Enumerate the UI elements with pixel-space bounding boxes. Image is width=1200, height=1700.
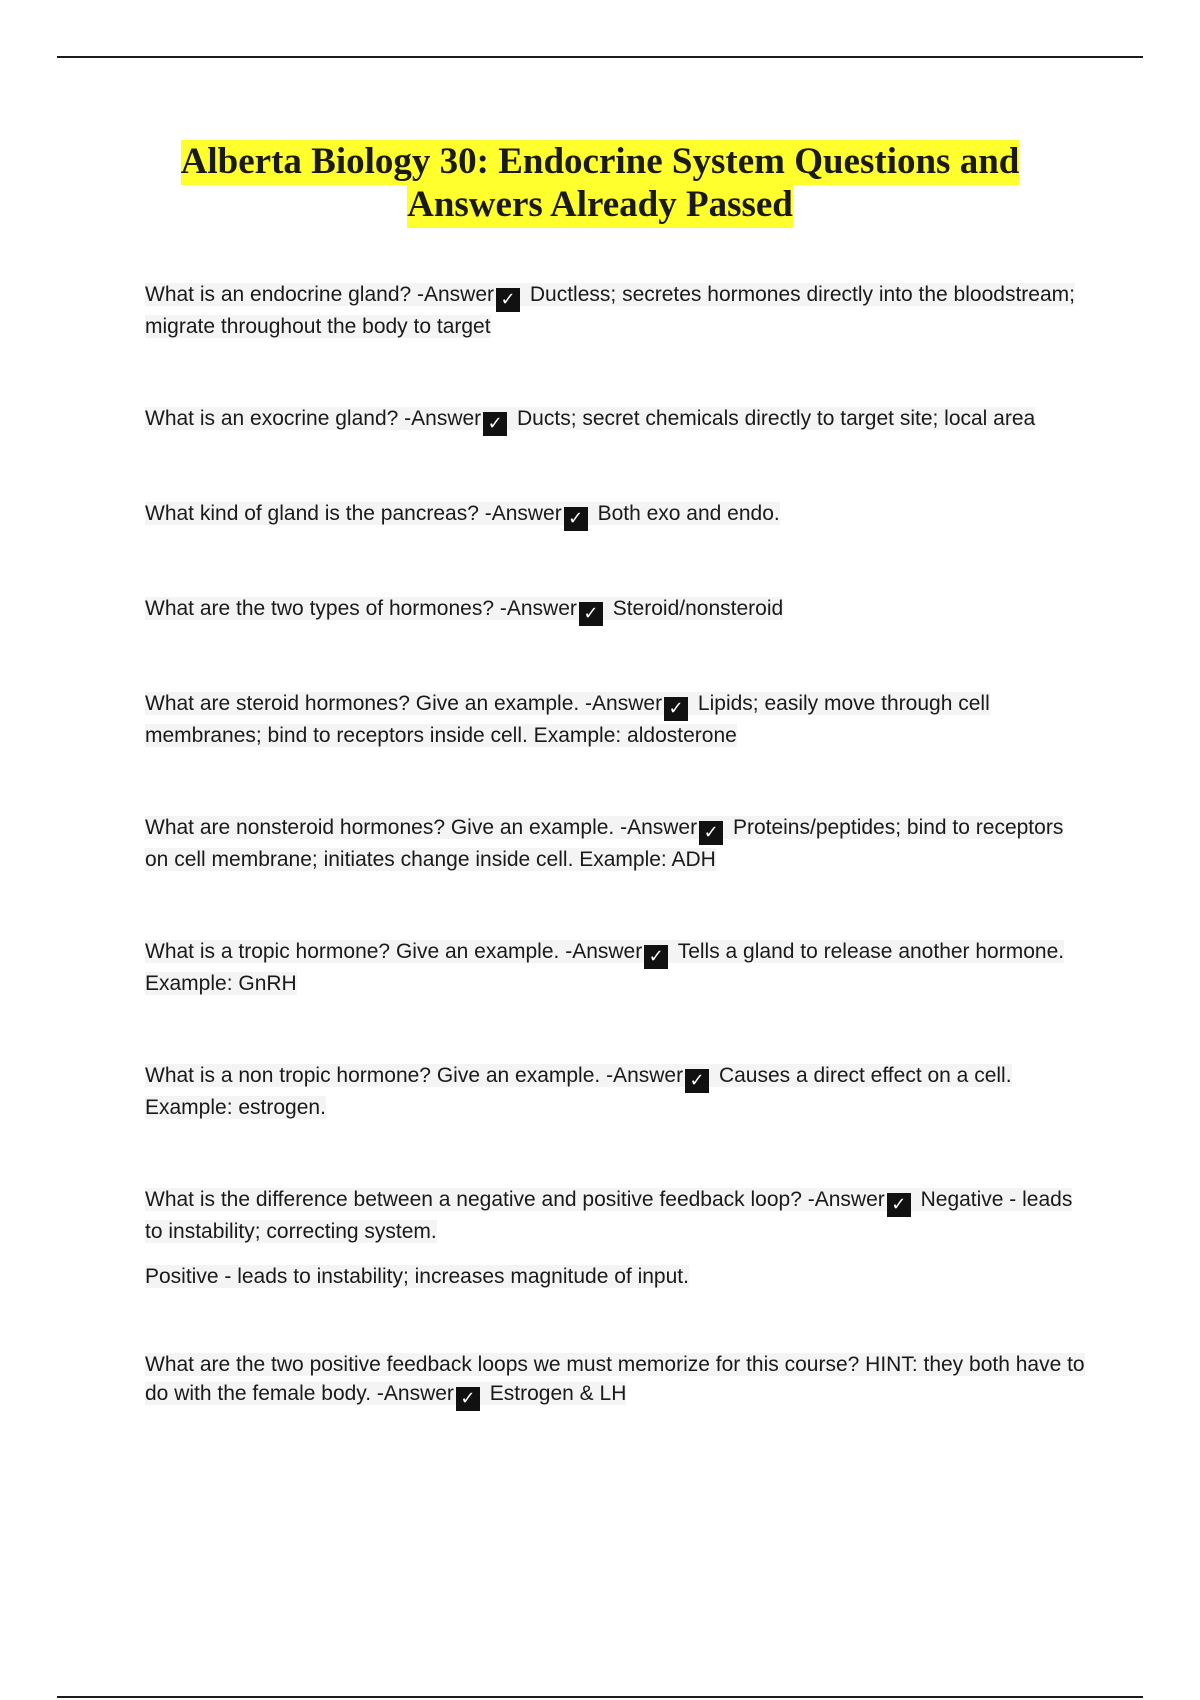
qa-item-4 bbox=[145, 594, 1085, 626]
answer-text: Both exo and endo. bbox=[597, 502, 780, 525]
question-text: What is the difference between a negative and positive feedback loop? -Answer bbox=[145, 1188, 885, 1211]
qa-item-8 bbox=[145, 1061, 1085, 1122]
answer-text: Tells a gland to release another hormone. Example: GnRH bbox=[145, 940, 1065, 995]
answer-text: Negative - leads to instability; correcting system. bbox=[145, 1188, 1073, 1243]
answer-text: Ductless; secretes hormones directly into the bloodstream; migrate throughout the body to target bbox=[145, 283, 1075, 338]
qa-item-7 bbox=[145, 937, 1085, 998]
question-text: What is a tropic hormone? Give an example. -Answer bbox=[145, 940, 643, 963]
check-box-icon: ✓ bbox=[496, 288, 520, 312]
bottom-rule bbox=[57, 1696, 1143, 1698]
qa-item-5 bbox=[145, 689, 1085, 750]
qa-item-9 bbox=[145, 1185, 1085, 1291]
question-text: What are the two types of hormones? -Answer bbox=[145, 597, 577, 620]
check-box-icon: ✓ bbox=[456, 1387, 480, 1411]
qa-item-2 bbox=[145, 404, 1085, 436]
answer-text: Proteins/peptides; bind to receptors on cell membrane; initiates change inside cell. Example: ADH bbox=[145, 816, 1064, 871]
check-box-icon: ✓ bbox=[685, 1069, 709, 1093]
answer-text: Lipids; easily move through cell membranes; bind to receptors inside cell. Example: aldosterone bbox=[145, 692, 990, 747]
answer-text: Estrogen & LH bbox=[489, 1382, 627, 1405]
top-rule bbox=[57, 56, 1143, 58]
check-box-icon: ✓ bbox=[564, 507, 588, 531]
check-box-icon: ✓ bbox=[887, 1193, 911, 1217]
check-box-icon: ✓ bbox=[483, 412, 507, 436]
answer-extra-text: Positive - leads to instability; increases magnitude of input. bbox=[145, 1265, 689, 1288]
answer-text: Ducts; secret chemicals directly to target site; local area bbox=[517, 407, 1036, 430]
qa-item-10 bbox=[145, 1350, 1085, 1411]
check-box-icon: ✓ bbox=[699, 821, 723, 845]
qa-item-1 bbox=[145, 280, 1085, 341]
check-box-icon: ✓ bbox=[579, 602, 603, 626]
title-line-2: Answers Already Passed bbox=[407, 183, 793, 228]
check-box-icon: ✓ bbox=[644, 945, 668, 969]
qa-item-6 bbox=[145, 813, 1085, 874]
question-text: What kind of gland is the pancreas? -Answer bbox=[145, 502, 562, 525]
document-title bbox=[100, 140, 1100, 226]
answer-text: Causes a direct effect on a cell. Example: estrogen. bbox=[145, 1064, 1012, 1119]
question-text: What is an endocrine gland? -Answer bbox=[145, 283, 495, 306]
title-line-1: Alberta Biology 30: Endocrine System Questions and bbox=[181, 140, 1020, 185]
question-text: What are steroid hormones? Give an example. -Answer bbox=[145, 692, 663, 715]
question-text: What are the two positive feedback loops we must memorize for this course? HINT: they both have to do with the female body. -Answer bbox=[145, 1353, 1085, 1405]
question-text: What are nonsteroid hormones? Give an example. -Answer bbox=[145, 816, 698, 839]
qa-item-3 bbox=[145, 499, 1085, 531]
question-text: What is a non tropic hormone? Give an example. -Answer bbox=[145, 1064, 684, 1087]
question-text: What is an exocrine gland? -Answer bbox=[145, 407, 482, 430]
answer-text: Steroid/nonsteroid bbox=[612, 597, 784, 620]
check-box-icon: ✓ bbox=[664, 697, 688, 721]
